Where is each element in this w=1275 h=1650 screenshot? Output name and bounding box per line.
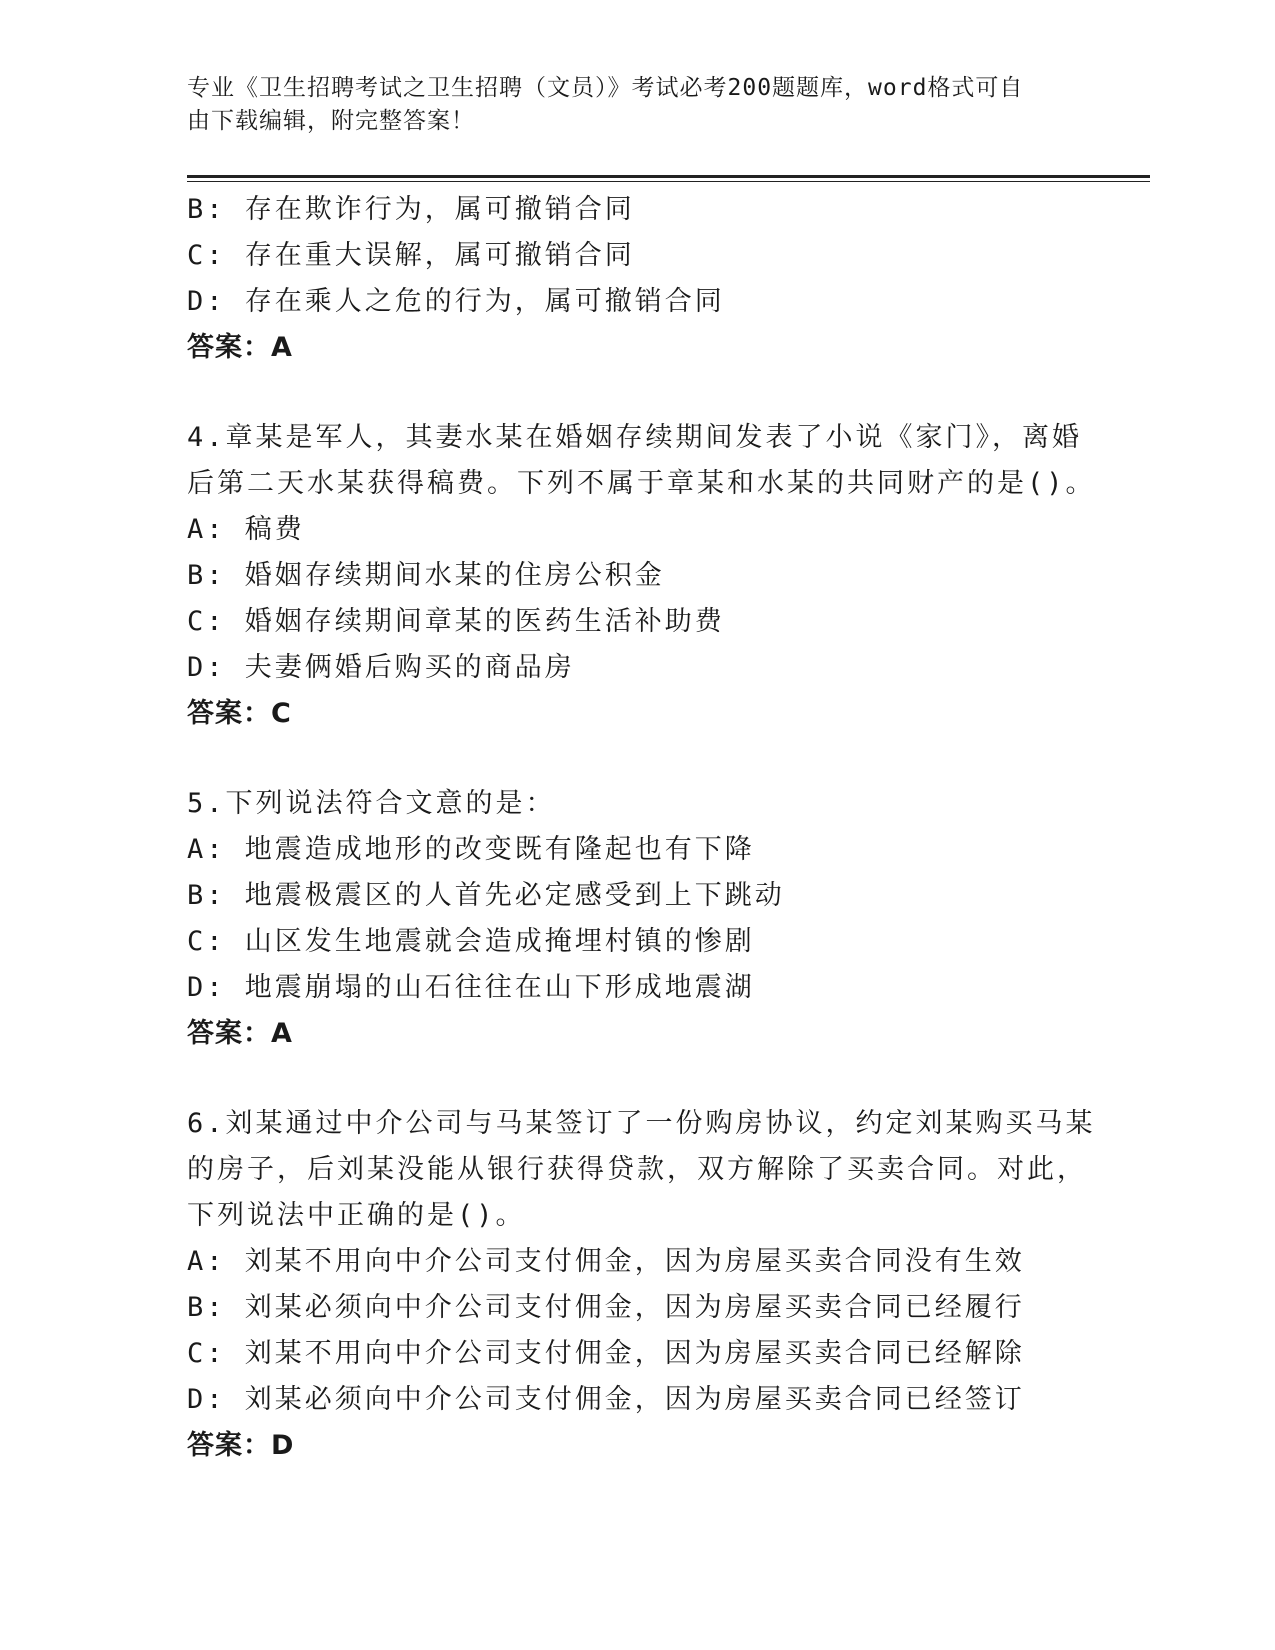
option-b: B: 刘某必须向中介公司支付佣金，因为房屋买卖合同已经履行: [187, 1292, 1025, 1323]
option-d: D: 刘某必须向中介公司支付佣金，因为房屋买卖合同已经签订: [187, 1384, 1025, 1415]
question-stem-line: 5.下列说法符合文意的是：: [187, 788, 556, 819]
question-stem-line: 6.刘某通过中介公司与马某签订了一份购房协议，约定刘某购买马某: [187, 1108, 1096, 1139]
question-stem-line: 4.章某是军人，其妻水某在婚姻存续期间发表了小说《家门》，离婚: [187, 422, 1083, 453]
question-6: [187, 1101, 1096, 1469]
option-c: C: 山区发生地震就会造成掩埋村镇的惨剧: [187, 926, 755, 957]
option-a: A: 稿费: [187, 514, 305, 545]
option-d: D: 夫妻俩婚后购买的商品房: [187, 652, 575, 683]
option-b: B: 婚姻存续期间水某的住房公积金: [187, 560, 665, 591]
option-b: B: 存在欺诈行为，属可撤销合同: [187, 194, 635, 225]
answer-line: 答案：C: [187, 698, 292, 729]
question-4: [187, 415, 1096, 737]
header-line-1: 专业《卫生招聘考试之卫生招聘（文员）》考试必考200题题库，word格式可自: [187, 75, 1024, 101]
answer-line: 答案：D: [187, 1430, 295, 1461]
question-3-tail: [187, 187, 1087, 371]
answer-line: 答案：A: [187, 1018, 293, 1049]
section-gap: [187, 737, 1087, 781]
question-stem-line: 的房子，后刘某没能从银行获得贷款，双方解除了买卖合同。对此，: [187, 1154, 1087, 1185]
option-c: C: 存在重大误解，属可撤销合同: [187, 240, 635, 271]
option-c: C: 刘某不用向中介公司支付佣金，因为房屋买卖合同已经解除: [187, 1338, 1025, 1369]
header-divider-thin: [187, 181, 1150, 182]
option-c: C: 婚姻存续期间章某的医药生活补助费: [187, 606, 725, 637]
question-5: [187, 781, 1087, 1057]
question-stem-line: 后第二天水某获得稿费。下列不属于章某和水某的共同财产的是()。: [187, 468, 1096, 499]
question-stem-line: 下列说法中正确的是()。: [187, 1200, 526, 1231]
answer-line: 答案：A: [187, 332, 293, 363]
document-header: [187, 72, 1067, 138]
option-a: A: 地震造成地形的改变既有隆起也有下降: [187, 834, 755, 865]
header-line-2: 由下载编辑，附完整答案！: [187, 108, 475, 134]
option-a: A: 刘某不用向中介公司支付佣金，因为房屋买卖合同没有生效: [187, 1246, 1025, 1277]
option-d: D: 地震崩塌的山石往往在山下形成地震湖: [187, 972, 755, 1003]
document-body: [187, 187, 1096, 1469]
option-b: B: 地震极震区的人首先必定感受到上下跳动: [187, 880, 785, 911]
section-gap: [187, 1057, 1087, 1101]
option-d: D: 存在乘人之危的行为，属可撤销合同: [187, 286, 725, 317]
section-gap: [187, 371, 1087, 415]
header-divider-thick: [187, 175, 1150, 178]
